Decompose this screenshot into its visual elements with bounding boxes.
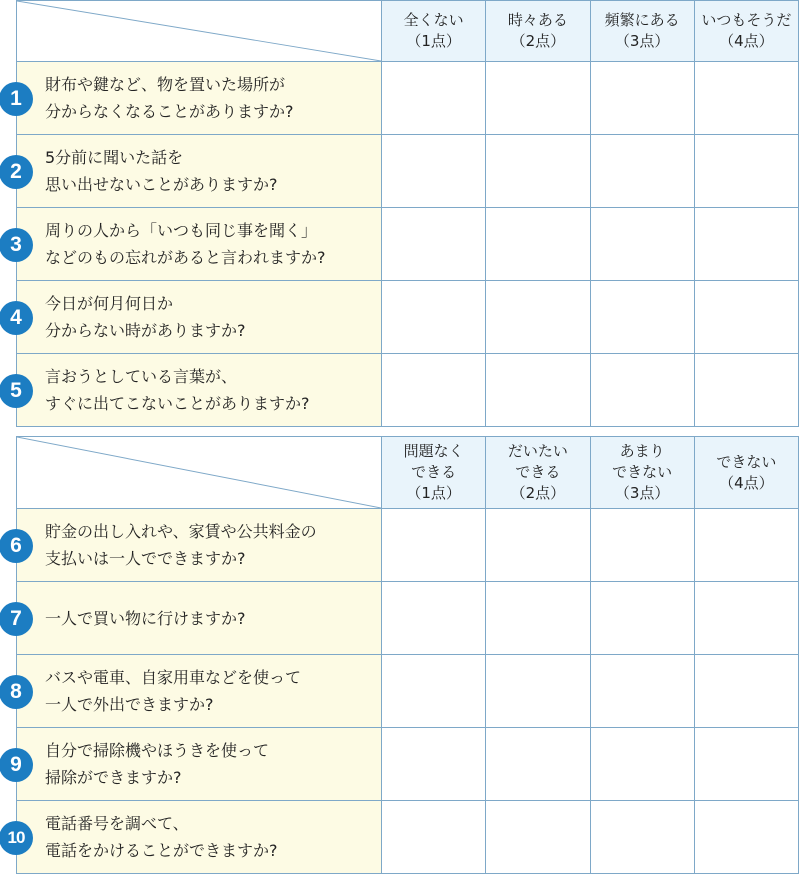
answer-cell[interactable] — [591, 509, 695, 582]
header-corner-cell — [16, 0, 382, 62]
answer-cell[interactable] — [591, 655, 695, 728]
question-number-badge: 5 — [0, 374, 33, 408]
question-text: 貯金の出し入れや、家賃や公共料金の 支払いは一人でできますか? — [16, 509, 382, 582]
answer-cell[interactable] — [486, 728, 590, 801]
answer-cell[interactable] — [382, 728, 486, 801]
table-row — [10, 135, 799, 208]
diagonal-line — [17, 437, 381, 508]
answer-cell[interactable] — [486, 281, 590, 354]
answer-cell[interactable] — [486, 655, 590, 728]
answer-cell[interactable] — [695, 655, 799, 728]
diagonal-line — [17, 1, 381, 61]
answer-cell[interactable] — [486, 509, 590, 582]
question-number-badge: 2 — [0, 155, 33, 189]
question-number-badge: 7 — [0, 602, 33, 636]
answer-cell[interactable] — [591, 728, 695, 801]
table-row — [10, 354, 799, 427]
table-row — [10, 655, 799, 728]
header-option-4: いつもそうだ （4点） — [695, 0, 799, 62]
header-option-1: 問題なく できる （1点） — [382, 436, 486, 509]
answer-cell[interactable] — [382, 582, 486, 655]
answer-cell[interactable] — [695, 728, 799, 801]
answer-cell[interactable] — [695, 801, 799, 874]
answer-cell[interactable] — [382, 281, 486, 354]
answer-cell[interactable] — [486, 582, 590, 655]
header-option-3: あまり できない （3点） — [591, 436, 695, 509]
answer-cell[interactable] — [486, 801, 590, 874]
question-text: 5分前に聞いた話を 思い出せないことがありますか? — [16, 135, 382, 208]
checklist-table-daily-living — [7, 436, 799, 876]
answer-cell[interactable] — [695, 62, 799, 135]
answer-cell[interactable] — [486, 135, 590, 208]
table-row — [10, 208, 799, 281]
answer-cell[interactable] — [591, 801, 695, 874]
question-number-badge: 6 — [0, 529, 33, 563]
table-row — [10, 62, 799, 135]
question-text: 自分で掃除機やほうきを使って 掃除ができますか? — [16, 728, 382, 801]
question-number-badge: 10 — [0, 821, 33, 855]
answer-cell[interactable] — [382, 208, 486, 281]
header-option-2: だいたい できる （2点） — [486, 436, 590, 509]
question-number-badge: 1 — [0, 82, 33, 116]
answer-cell[interactable] — [695, 582, 799, 655]
question-text: 言おうとしている言葉が、 すぐに出てこないことがありますか? — [16, 354, 382, 427]
table-row — [10, 582, 799, 655]
table-row — [7, 801, 799, 874]
question-number-badge: 8 — [0, 675, 33, 709]
answer-cell[interactable] — [591, 582, 695, 655]
answer-cell[interactable] — [591, 208, 695, 281]
question-text: バスや電車、自家用車などを使って 一人で外出できますか? — [16, 655, 382, 728]
answer-cell[interactable] — [486, 62, 590, 135]
answer-cell[interactable] — [382, 135, 486, 208]
table-row — [10, 728, 799, 801]
header-option-1: 全くない （1点） — [382, 0, 486, 62]
question-text: 一人で買い物に行けますか? — [16, 582, 382, 655]
table-header — [16, 0, 799, 62]
answer-cell[interactable] — [486, 208, 590, 281]
answer-cell[interactable] — [486, 354, 590, 427]
table-row — [10, 281, 799, 354]
answer-cell[interactable] — [591, 281, 695, 354]
question-text: 電話番号を調べて、 電話をかけることができますか? — [16, 801, 382, 874]
table-row — [10, 509, 799, 582]
answer-cell[interactable] — [695, 354, 799, 427]
question-number-badge: 3 — [0, 228, 33, 262]
question-text: 今日が何月何日か 分からない時がありますか? — [16, 281, 382, 354]
header-option-4: できない （4点） — [695, 436, 799, 509]
answer-cell[interactable] — [695, 208, 799, 281]
answer-cell[interactable] — [591, 62, 695, 135]
header-option-2: 時々ある （2点） — [486, 0, 590, 62]
header-corner-cell — [16, 436, 382, 509]
answer-cell[interactable] — [695, 509, 799, 582]
question-text: 財布や鍵など、物を置いた場所が 分からなくなることがありますか? — [16, 62, 382, 135]
answer-cell[interactable] — [382, 62, 486, 135]
header-option-3: 頻繁にある （3点） — [591, 0, 695, 62]
answer-cell[interactable] — [382, 509, 486, 582]
answer-cell[interactable] — [382, 354, 486, 427]
answer-cell[interactable] — [382, 801, 486, 874]
table-header — [16, 436, 799, 509]
checklist-table-memory — [10, 0, 799, 428]
answer-cell[interactable] — [591, 354, 695, 427]
question-number-badge: 4 — [0, 301, 33, 335]
answer-cell[interactable] — [695, 281, 799, 354]
question-number-badge: 9 — [0, 748, 33, 782]
question-text: 周りの人から「いつも同じ事を聞く」 などのもの忘れがあると言われますか? — [16, 208, 382, 281]
answer-cell[interactable] — [382, 655, 486, 728]
answer-cell[interactable] — [695, 135, 799, 208]
answer-cell[interactable] — [591, 135, 695, 208]
